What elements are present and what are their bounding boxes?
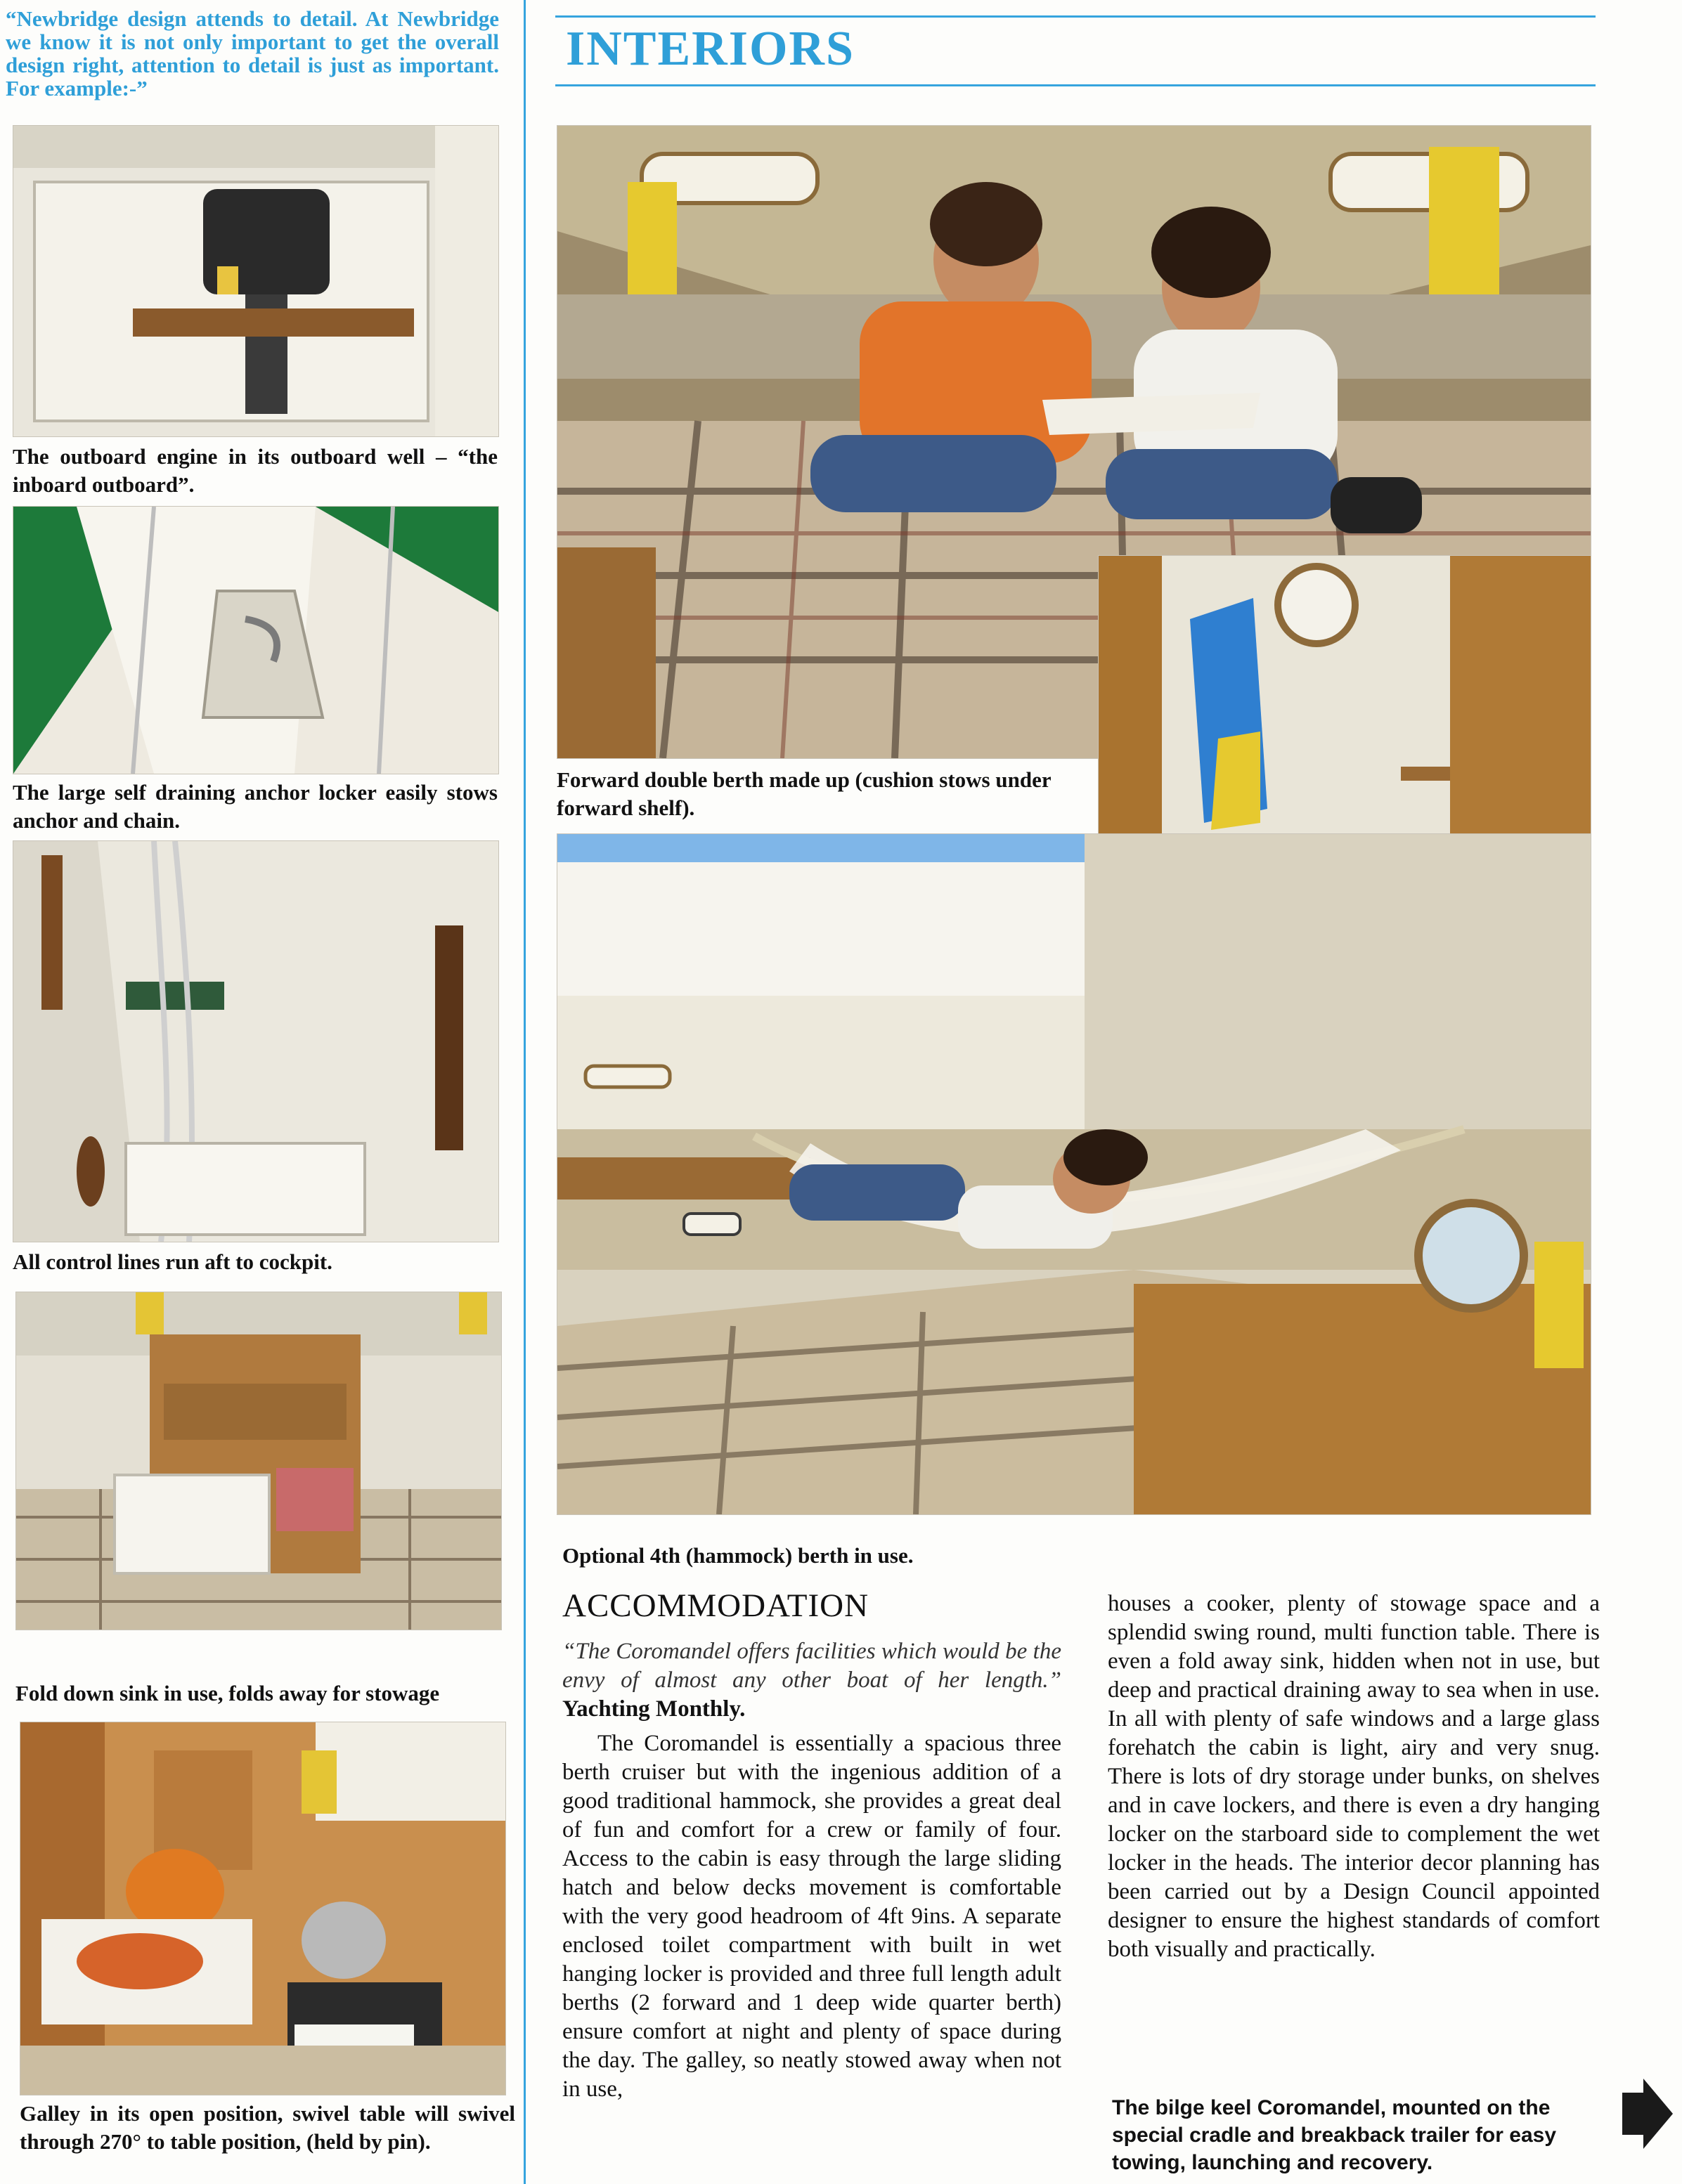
- accommodation-column-left: [562, 1637, 1061, 2104]
- caption-forward-berth: Forward double berth made up (cushion stows under forward shelf).: [557, 767, 1052, 820]
- accommodation-heading: ACCOMMODATION: [562, 1587, 869, 1624]
- title-rule-bottom: [555, 84, 1596, 86]
- caption-anchor: The large self draining anchor locker easily stows anchor and chain.: [13, 780, 498, 833]
- accommodation-paragraph-2: houses a cooker, plenty of stowage space and a splendid swing round, multi function table. There is even a fold away sink, hidden when not in use, but deep and practical draining away to sea when in use. In all with plenty of safe windows and a large glass forehatch the cabin is light, airy and very snug. There is lots of dry storage under bunks, on shelves and in cave lockers, and there is even a dry hanging locker on the starboard side to complement the wet locker in the heads. The interior decor planning has been carried out by a Design Council appointed designer to ensure the highest standards of comfort both visually and practically.: [1108, 1591, 1600, 1962]
- caption-galley: Galley in its open position, swivel table will swivel through 270° to table position, (held by pin).: [20, 2101, 515, 2154]
- accommodation-paragraph-1: The Coromandel is essentially a spacious three berth cruiser but with the ingenious addition of a good traditional hammock, she provides a great deal of fun and comfort for a crew or family of four. Access to the cabin is easy through the large sliding hatch and below decks movement is comfortable with the very good headroom of 4ft 9ins. A separate enclosed toilet compartment with built in wet hanging locker is provided and three full length adult berths (2 forward and 1 deep wide quarter berth) ensure comfort at night and plenty of space during the day. The galley, so neatly stowed away when not in use,: [562, 1731, 1061, 2102]
- photo-fold-down-sink: [15, 1292, 502, 1630]
- photo-galley: [20, 1722, 506, 2095]
- page-title: INTERIORS: [566, 22, 855, 76]
- caption-hammock: Optional 4th (hammock) berth in use.: [562, 1543, 914, 1568]
- photo-hammock-berth: [557, 833, 1591, 1515]
- trailer-footnote: The bilge keel Coromandel, mounted on the special cradle and breakback trailer for easy towing, launching and recovery.: [1112, 2096, 1557, 2174]
- caption-sink: Fold down sink in use, folds away for stowage: [15, 1681, 440, 1705]
- column-divider: [524, 0, 526, 2184]
- caption-outboard: The outboard engine in its outboard well – “the inboard outboard”.: [13, 444, 498, 497]
- review-quote: “The Coromandel offers facilities which would be the envy of almost any other boat of her length.”: [562, 1639, 1061, 1693]
- photo-control-lines: [13, 840, 499, 1242]
- photo-outboard-engine: [13, 125, 499, 437]
- next-page-arrow-icon[interactable]: [1622, 2079, 1673, 2149]
- photo-anchor-locker: [13, 506, 499, 774]
- review-source: Yachting Monthly.: [562, 1696, 746, 1722]
- intro-text: “Newbridge design attends to detail. At Newbridge we know it is not only important to get the overall design right, attention to detail is just as important. For example:-”: [6, 6, 499, 100]
- caption-control-lines: All control lines run aft to cockpit.: [13, 1249, 332, 1274]
- title-rule-top: [555, 15, 1596, 18]
